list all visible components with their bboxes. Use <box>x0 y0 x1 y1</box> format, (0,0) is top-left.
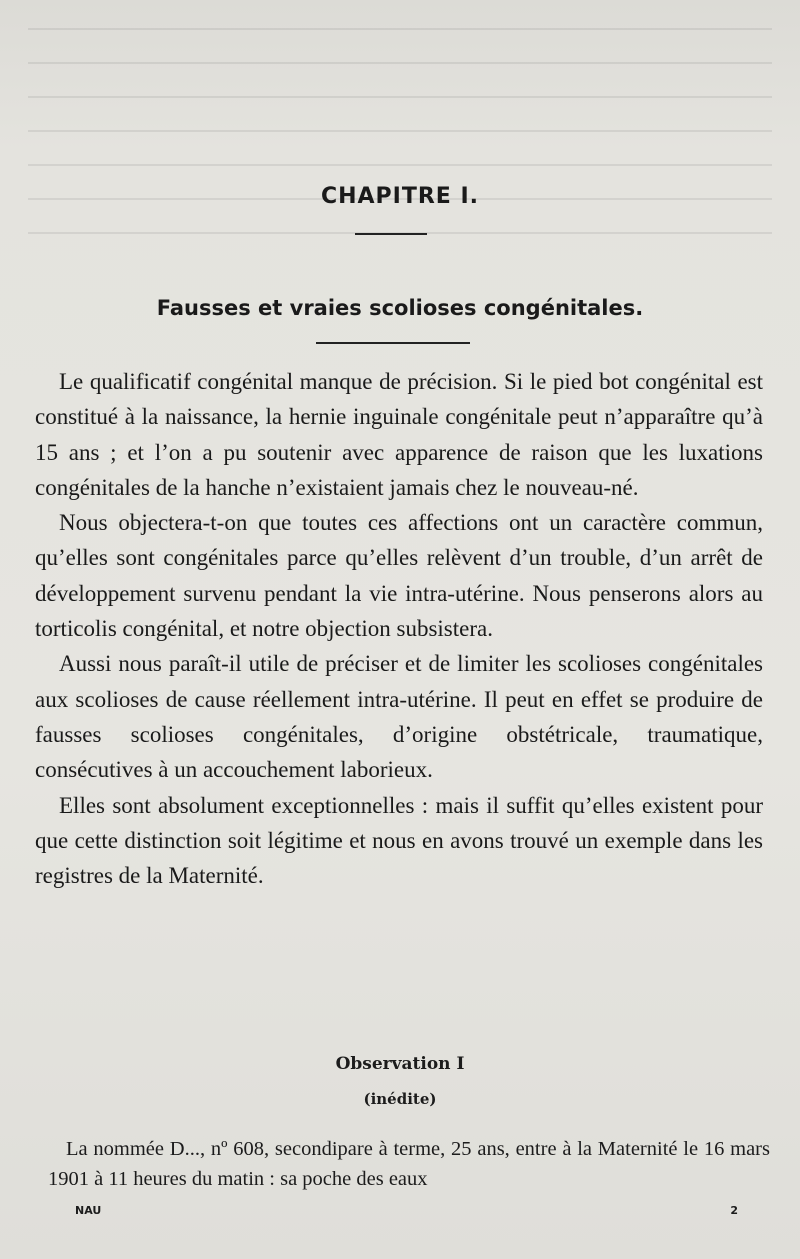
title-rule <box>316 342 470 344</box>
paragraph: Aussi nous paraît-il utile de préciser et de limiter les scolioses congénitales aux scolioses de cause réellement intra-utérine. Il peut en effet se produire de fausses scolioses congénitales, d’origine obstétricale, traumatique, consécutives à un accouchement laborieux. <box>35 651 763 783</box>
show-through-text <box>28 8 772 258</box>
observation-text <box>48 1134 770 1194</box>
chapter-heading: CHAPITRE I. <box>320 184 480 209</box>
signature-mark: NAU <box>75 1204 102 1217</box>
observation-title: Observation I <box>335 1054 465 1074</box>
paragraph: Le qualificatif congénital manque de précision. Si le pied bot congénital est constitué à la naissance, la hernie inguinale congénitale peut n’apparaître qu’à 15 ans ; et l’on a pu soutenir avec apparence de raison que les luxations congénitales de la hanche n’existaient jamais chez le nouveau-né. <box>35 369 763 500</box>
paragraph: Nous objectera-t-on que toutes ces affections ont un caractère commun, qu’elles sont congénitales parce qu’elles relèvent d’un trouble, d’un arrêt de développement survenu pendant la vie intra-utérine. Nous penserons alors au torticolis congénital, et notre objection subsistera. <box>35 510 763 642</box>
observation-subtitle: (inédite) <box>363 1090 437 1108</box>
paragraph: La nommée D..., nº 608, secondipare à terme, 25 ans, entre à la Maternité le 16 mars 1901 à 11 heures du matin : sa poche des eaux <box>48 1138 770 1190</box>
body-text <box>35 364 763 893</box>
heading-rule <box>355 233 427 235</box>
page-number: 2 <box>730 1204 738 1217</box>
chapter-title: Fausses et vraies scolioses congénitales. <box>156 296 644 320</box>
paragraph: Elles sont absolument exceptionnelles : mais il suffit qu’elles existent pour que cette distinction soit légitime et nous en avons trouvé un exemple dans les registres de la Maternité. <box>35 792 763 889</box>
